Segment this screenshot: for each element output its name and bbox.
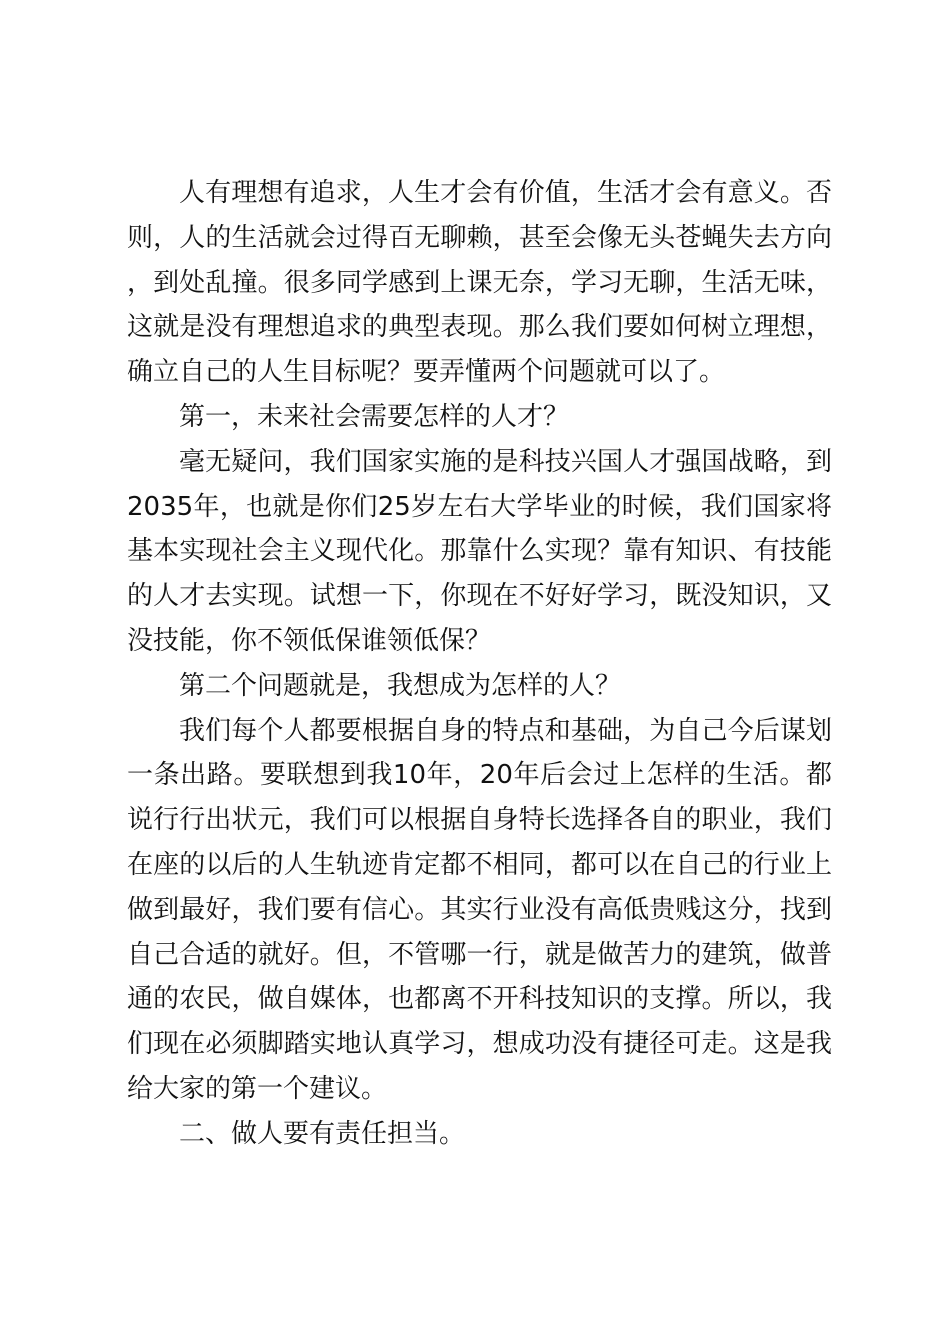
paragraph-section-two-heading: 二、做人要有责任担当。 — [179, 1118, 466, 1149]
paragraph-question-two: 第二个问题就是，我想成为怎样的人？ — [179, 670, 622, 701]
paragraph-question-one: 第一，未来社会需要怎样的人才？ — [179, 401, 570, 432]
paragraph-career-path: 我们每个人都要根据自身的特点和基础，为自己今后谋划一条出路。要联想到我10年，20年后会过上怎样的生活。都说行行出状元，我们可以根据自身特长选择各自的职业，我们在座的以后的人生轨迹肯定都不相同，都可以在自己的行业上做到最好，我们要有信心。其实行业没有高低贵贱这分，找到自己合适的就好。但，不管哪一行，就是做苦力的建筑，做普通的农民，做自媒体，也都离不开科技知识的支撑。所以，我们现在必须脚踏实地认真学习，想成功没有捷径可走。这是我给大家的第一个建议。 — [127, 715, 832, 1104]
paragraph-talent-strategy: 毫无疑问，我们国家实施的是科技兴国人才强国战略，到2035年，也就是你们25岁左右大学毕业的时候，我们国家将基本实现社会主义现代化。那靠什么实现？靠有知识、有技能的人才去实现。试想一下，你现在不好好学习，既没知识，又没技能，你不领低保谁领低保？ — [127, 446, 832, 656]
paragraph-ideals: 人有理想有追求，人生才会有价值，生活才会有意义。否则，人的生活就会过得百无聊赖，甚至会像无头苍蝇失去方向，到处乱撞。很多同学感到上课无奈，学习无聊，生活无味，这就是没有理想追求的典型表现。那么我们要如何树立理想，确立自己的人生目标呢？要弄懂两个问题就可以了。 — [127, 178, 832, 388]
document-page — [127, 171, 832, 1157]
